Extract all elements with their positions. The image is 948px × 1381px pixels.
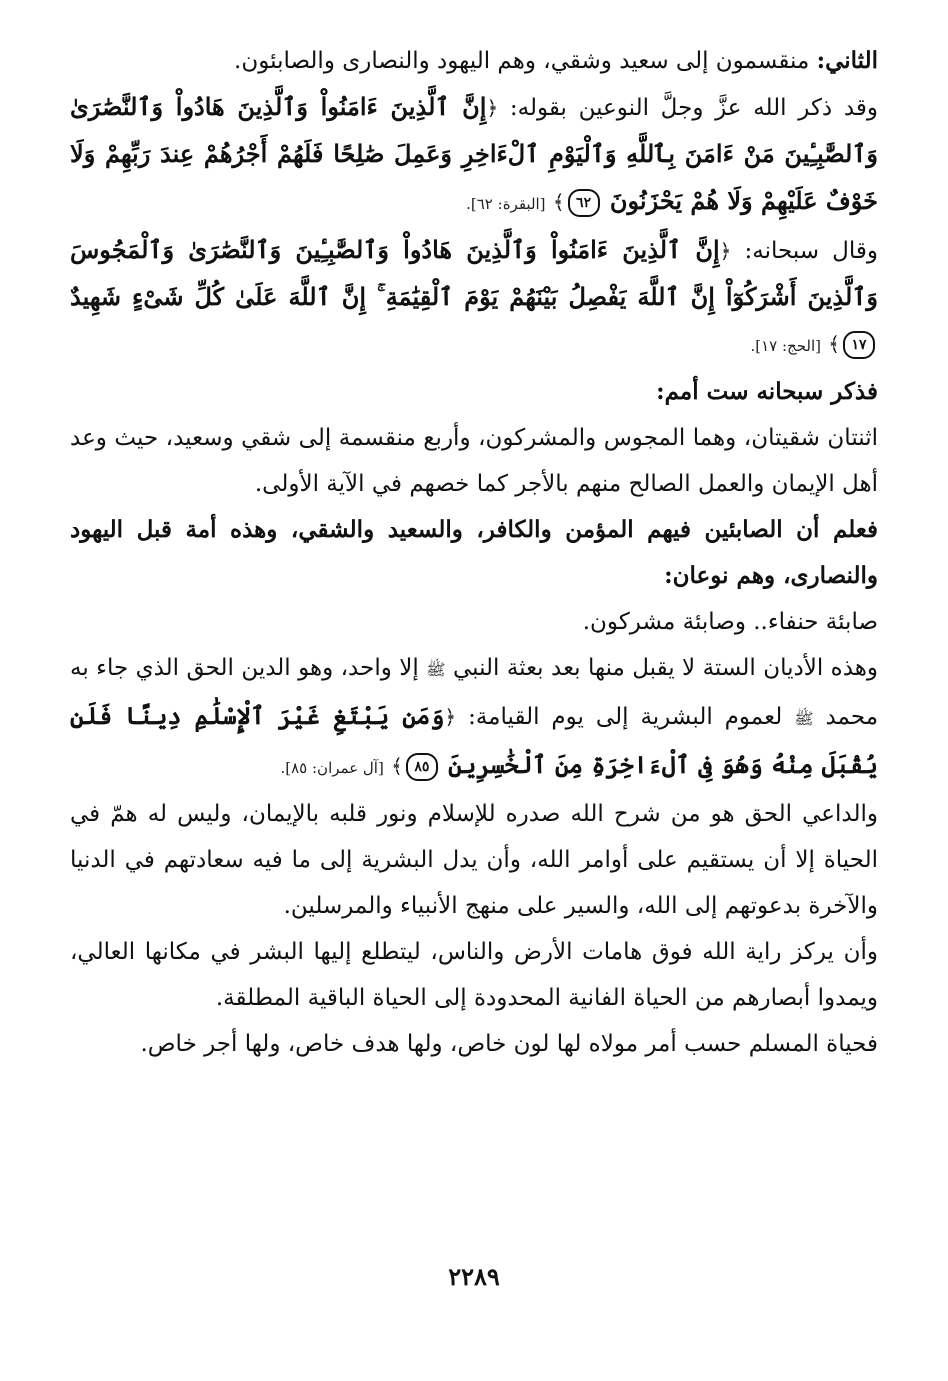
paragraph-second-group — [70, 38, 878, 84]
paragraph-quran-baqarah — [70, 84, 878, 227]
quran-verse: إِنَّ ٱلَّذِينَ ءَامَنُواْ وَٱلَّذِينَ هَادُواْ وَٱلنَّصَٰرَىٰ وَٱلصَّٰبِـِٔينَ مَنْ ءَامَنَ بِٱللَّهِ وَٱلْيَوْمِ ٱلْءَاخِرِ وَعَمِلَ صَٰلِحًا فَلَهُمْ أَجْرُهُمْ عِندَ رَبِّهِمْ وَلَا خَوْفٌ عَلَيْهِمْ وَلَا هُمْ يَحْزَنُونَ — [70, 92, 878, 215]
paragraph-six-religions — [70, 645, 878, 791]
ornate-bracket-close: ﴾ — [391, 754, 403, 778]
paragraph-banner: وأن يركز راية الله فوق هامات الأرض والناس، ليتطلع إليها البشر في مكانها العالي، ويمدوا أبصارهم من الحياة الفانية المحدودة إلى الحياة الباقية المطلقة. — [70, 939, 878, 1011]
paragraph-text: وهذه الأديان الستة لا يقبل منها بعد بعثة النبي — [452, 655, 879, 681]
verse-reference: [آل عمران: ٨٥]. — [280, 759, 384, 777]
intro-text: وقد ذكر الله عزَّ وجلَّ النوعين بقوله: — [509, 95, 879, 121]
pbuh-ligature-icon: ﷺ — [426, 660, 446, 679]
paragraph-sabians-types: صابئة حنفاء.. وصابئة مشركون. — [582, 609, 878, 635]
intro-text: وقال سبحانه: — [744, 238, 879, 264]
paragraph-two-wretched: اثنتان شقيتان، وهما المجوس والمشركون، وأربع منقسمة إلى شقي وسعيد، حيث وعد أهل الإيمان والعمل الصالح منهم بالأجر كما خصهم في الآية الأولى. — [70, 425, 878, 497]
ornate-bracket-open: ﴿ — [486, 96, 499, 120]
ayah-number-marker: ٦٢ — [568, 189, 600, 217]
paragraph-text: إلا واحد، وهو الدين الحق الذي جاء به محمد — [70, 655, 879, 730]
ayah-number-marker: ٨٥ — [406, 753, 438, 781]
ornate-bracket-open: ﴿ — [719, 239, 732, 263]
paragraph-true-caller: والداعي الحق هو من شرح الله صدره للإسلام ونور قلبه بالإيمان، وليس له همّ في الحياة إلا أن يستقيم على أوامر الله، وأن يدل البشرية إلى ما فيه سعادتهم في الدنيا والآخرة بدعوتهم إلى الله، والسير على منهج الأنبياء والمرسلين. — [70, 801, 878, 919]
pbuh-ligature-icon: ﷺ — [794, 709, 814, 728]
quran-verse: إِنَّ ٱلَّذِينَ ءَامَنُواْ وَٱلَّذِينَ هَادُواْ وَٱلصَّٰبِـِٔينَ وَٱلنَّصَٰرَىٰ وَٱلْمَجُوسَ وَٱلَّذِينَ أَشْرَكُوٓاْ إِنَّ ٱللَّهَ يَفْصِلُ بَيْنَهُمْ يَوْمَ ٱلْقِيَٰمَةِ ۚ إِنَّ ٱللَّهَ عَلَىٰ كُلِّ شَىْءٍ شَهِيدٌ — [70, 235, 878, 311]
paragraph-text: منقسمون إلى سعيد وشقي، وهم اليهود والنصارى والصابئون. — [234, 48, 810, 74]
paragraph-muslim-life: فحياة المسلم حسب أمر مولاه لها لون خاص، ولها هدف خاص، ولها أجر خاص. — [140, 1031, 878, 1057]
ornate-bracket-close: ﴾ — [828, 332, 840, 356]
verse-reference: [البقرة: ٦٢]. — [466, 195, 546, 213]
verse-reference: [الحج: ١٧]. — [750, 337, 821, 355]
ayah-number-marker: ١٧ — [843, 331, 875, 359]
lead-term: الثاني: — [816, 47, 878, 74]
page-number: ٢٢٨٩ — [448, 1262, 500, 1291]
paragraph-quran-hajj — [70, 227, 878, 369]
paragraph-text: لعموم البشرية إلى يوم القيامة: — [468, 704, 783, 730]
quran-verse: وَمَن يَبْتَغِ غَيْرَ ٱلْإِسْلَٰمِ دِينًا فَلَن يُقْبَلَ مِنْهُ وَهُوَ فِى ٱلْءَاخِرَةِ مِنَ ٱلْخَٰسِرِينَ — [70, 701, 878, 779]
ornate-bracket-open: ﴿ — [444, 705, 457, 729]
paragraph-sabians-bold: فعلم أن الصابئين فيهم المؤمن والكافر، والسعيد والشقي، وهذه أمة قبل اليهود والنصارى، وهم نوعان: — [70, 516, 878, 589]
heading-six-nations: فذكر سبحانه ست أمم: — [656, 378, 878, 405]
page-body — [70, 38, 878, 1067]
ornate-bracket-close: ﴾ — [552, 190, 565, 214]
